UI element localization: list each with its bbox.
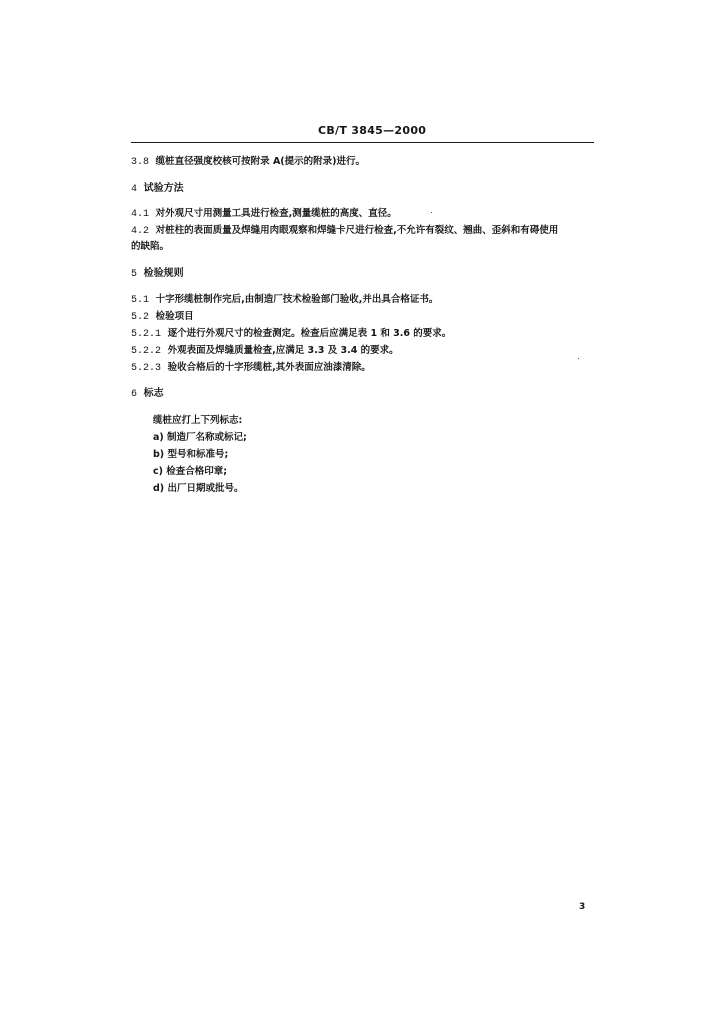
- clause-number: 5.1: [131, 295, 150, 306]
- clause-number: 5.2: [131, 312, 150, 323]
- clause-number: 5.2.1: [131, 329, 162, 340]
- clause-number: 4.2: [131, 226, 150, 237]
- clause-text: 对桩柱的表面质量及焊缝用肉眼观察和焊缝卡尺进行检查,不允许有裂纹、翘曲、歪斜和有碍使用: [155, 225, 559, 236]
- clause-number: 4.1: [131, 209, 150, 220]
- header-rule: [131, 142, 594, 143]
- marking-intro: 缆桩应打上下列标志:: [153, 415, 243, 426]
- clause-number: 5.2.2: [131, 346, 162, 357]
- section-number: 4: [131, 184, 138, 195]
- clause-number: 3.8: [131, 157, 150, 168]
- standard-code-header: CB/T 3845—2000: [318, 124, 427, 137]
- clause-3-8: [131, 156, 365, 169]
- clause-text: 检验项目: [155, 311, 194, 322]
- clause-text: 对外观尺寸用测量工具进行检查,测量缆桩的高度、直径。: [155, 208, 397, 219]
- clause-5-2-1: [131, 328, 451, 341]
- clause-text: 十字形缆桩制作完后,由制造厂技术检验部门验收,并出具合格证书。: [155, 294, 439, 305]
- clause-text: 的缺陷。: [131, 241, 170, 252]
- section-number: 6: [131, 389, 138, 400]
- clause-5-2-3: [131, 362, 371, 375]
- clause-number: 5.2.3: [131, 363, 162, 374]
- clause-4-2: [131, 225, 558, 238]
- scan-speck: [578, 358, 579, 359]
- clause-text: 外观表面及焊缝质量检查,应满足 3.3 及 3.4 的要求。: [167, 345, 399, 356]
- scan-speck: [431, 212, 432, 213]
- section-number: 5: [131, 269, 138, 280]
- section-title: 试验方法: [143, 183, 184, 194]
- page-number: 3: [579, 902, 586, 912]
- section-title: 标志: [143, 388, 164, 399]
- marking-item-d: d) 出厂日期或批号。: [153, 483, 244, 494]
- clause-4-2-continuation: [131, 241, 169, 253]
- section-5-heading: [131, 268, 184, 281]
- clause-5-2-2: [131, 345, 399, 358]
- clause-text: 验收合格后的十字形缆桩,其外表面应油漆清除。: [167, 362, 371, 373]
- clause-text: 逐个进行外观尺寸的检查测定。检查后应满足表 1 和 3.6 的要求。: [167, 328, 452, 339]
- clause-text: 缆桩直径强度校核可按附录 A(提示的附录)进行。: [155, 156, 365, 167]
- marking-item-a: a) 制造厂名称或标记;: [153, 432, 247, 443]
- section-6-heading: [131, 388, 164, 401]
- marking-item-b: b) 型号和标准号;: [153, 449, 229, 460]
- clause-5-2: [131, 311, 194, 324]
- section-4-heading: [131, 183, 184, 196]
- clause-5-1: [131, 294, 438, 307]
- clause-4-1: [131, 208, 397, 221]
- marking-item-c: c) 检查合格印章;: [153, 466, 228, 477]
- section-title: 检验规则: [143, 268, 184, 279]
